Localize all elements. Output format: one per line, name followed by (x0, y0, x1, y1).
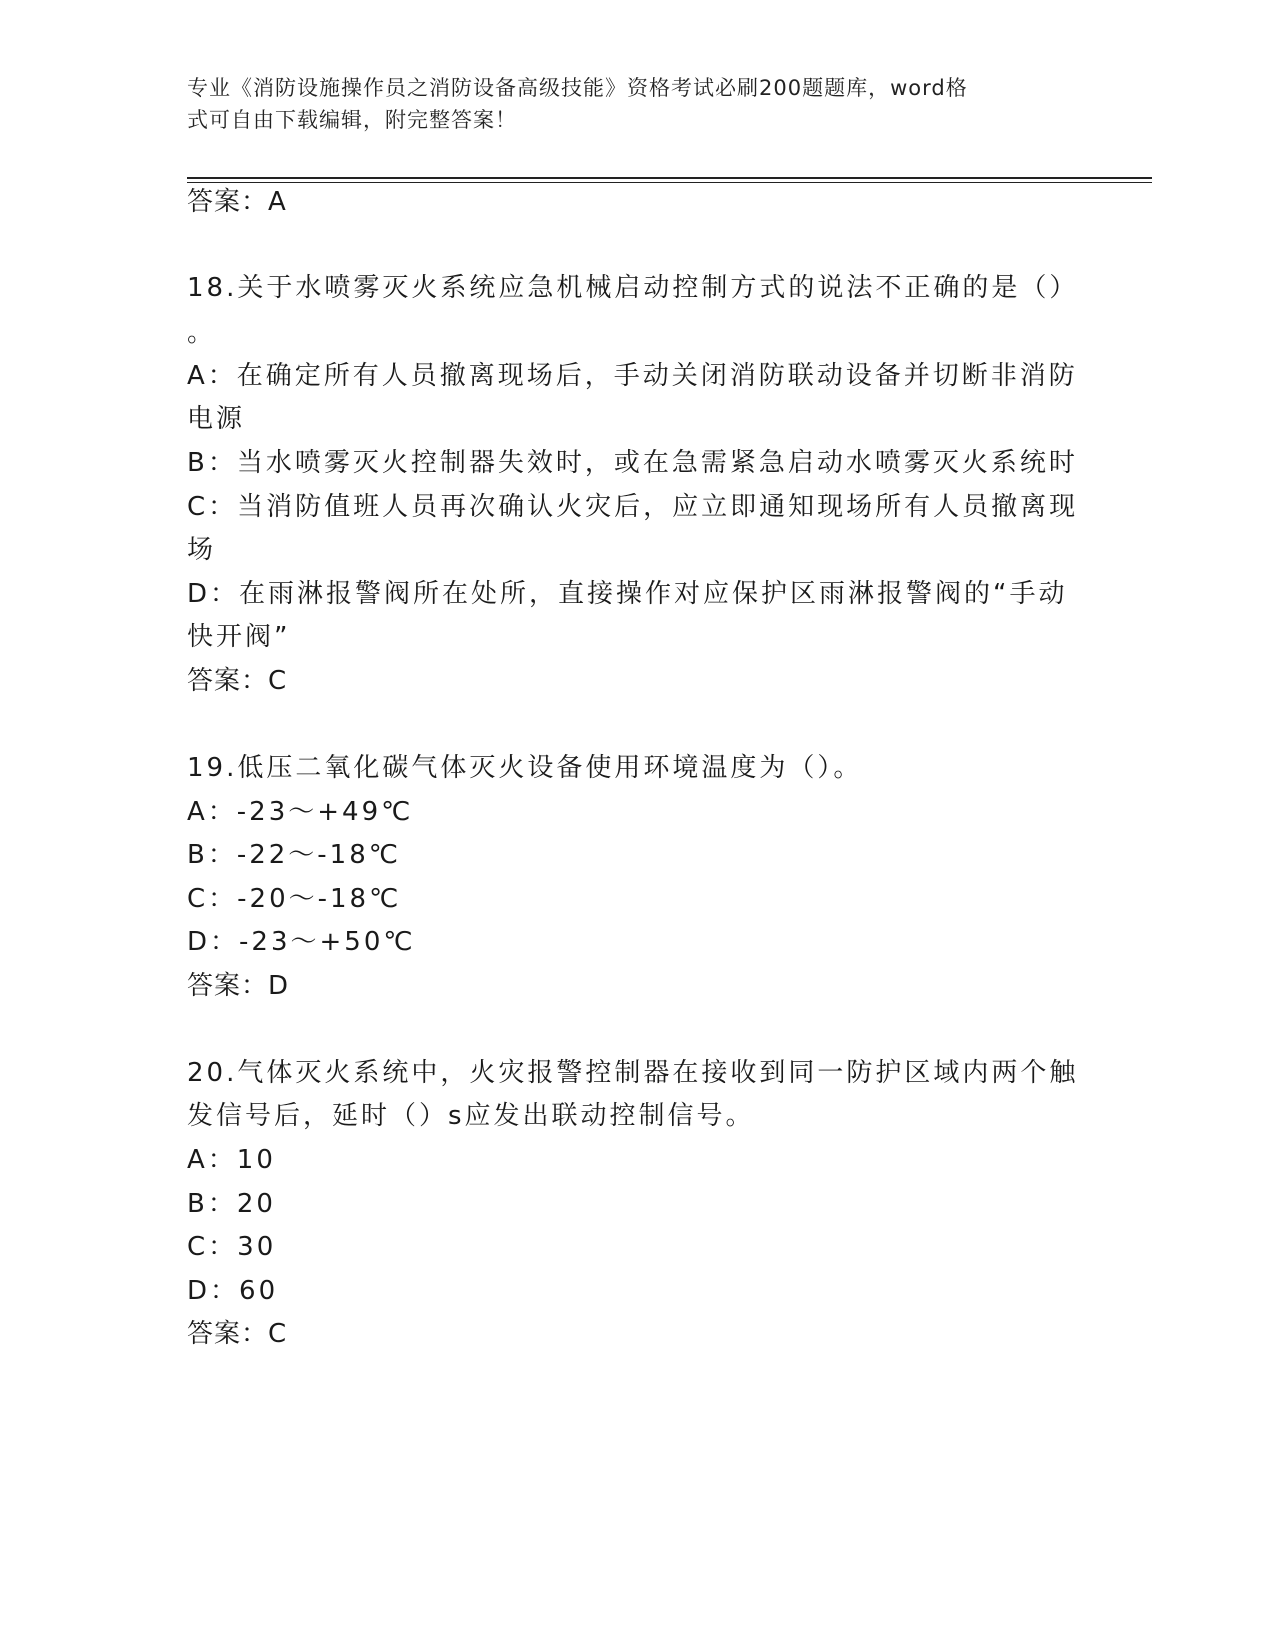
option-c: 场 (187, 535, 217, 565)
option-d: D：在雨淋报警阀所在处所，直接操作对应保护区雨淋报警阀的“手动 (187, 579, 1068, 609)
question-stem: 19.低压二氧化碳气体灭火设备使用环境温度为（）。 (187, 753, 863, 783)
previous-answer: 答案：A (187, 187, 287, 217)
question-stem: 。 (187, 318, 217, 348)
option-a: A：-23～+49℃ (187, 797, 414, 827)
option-a: A：在确定所有人员撤离现场后，手动关闭消防联动设备并切断非消防 (187, 361, 1078, 391)
option-c: C：-20～-18℃ (187, 884, 402, 914)
option-d: D：60 (187, 1276, 279, 1306)
answer: 答案：D (187, 971, 290, 1001)
header-divider (187, 177, 1152, 179)
option-d: 快开阀” (187, 622, 291, 652)
option-a: A：10 (187, 1145, 276, 1175)
option-a: 电源 (187, 404, 246, 434)
answer: 答案：C (187, 666, 288, 696)
question-stem: 20.气体灭火系统中，火灾报警控制器在接收到同一防护区域内两个触 (187, 1058, 1079, 1088)
option-d: D：-23～+50℃ (187, 927, 416, 957)
header-divider-thin (187, 182, 1152, 183)
question-stem: 18.关于水喷雾灭火系统应急机械启动控制方式的说法不正确的是（） (187, 273, 1079, 303)
document-header (187, 72, 1067, 136)
header-line: 专业《消防设施操作员之消防设备高级技能》资格考试必刷200题题库，word格 (187, 76, 968, 100)
option-c: C：当消防值班人员再次确认火灾后，应立即通知现场所有人员撤离现 (187, 492, 1079, 522)
option-c: C：30 (187, 1232, 277, 1262)
header-line: 式可自由下载编辑，附完整答案！ (187, 108, 517, 132)
answer: 答案：C (187, 1319, 288, 1349)
option-b: B：20 (187, 1189, 276, 1219)
option-b: B：-22～-18℃ (187, 840, 401, 870)
question-stem: 发信号后，延时（）s应发出联动控制信号。 (187, 1101, 755, 1131)
option-b: B：当水喷雾灭火控制器失效时，或在急需紧急启动水喷雾灭火系统时 (187, 448, 1078, 478)
